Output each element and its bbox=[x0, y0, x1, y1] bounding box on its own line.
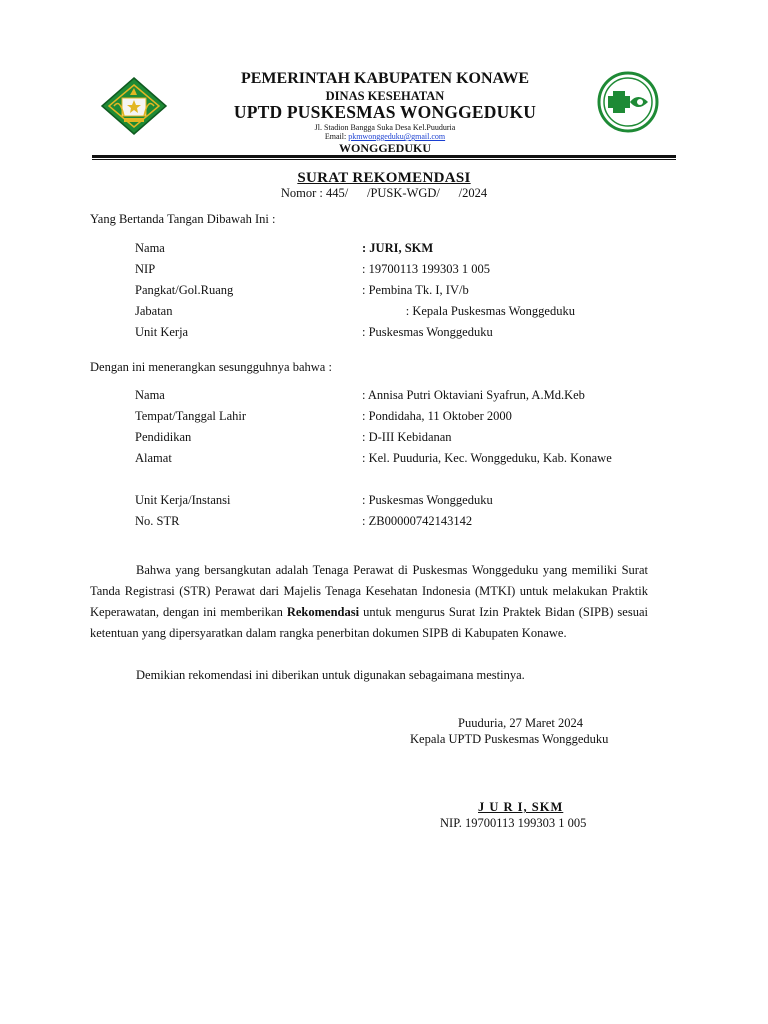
field-value: : Pembina Tk. I, IV/b bbox=[362, 283, 469, 297]
letterhead-rule bbox=[92, 155, 676, 158]
email-label: Email: bbox=[324, 132, 349, 141]
field-value: : D-III Kebidanan bbox=[362, 430, 452, 444]
letterhead-email-line bbox=[190, 132, 580, 141]
field-label: Unit Kerja bbox=[135, 325, 189, 339]
field-label: Pendidikan bbox=[135, 430, 192, 444]
field-label: Nama bbox=[135, 241, 165, 255]
field-row bbox=[0, 493, 768, 511]
field-label: Nama bbox=[135, 388, 165, 402]
field-row bbox=[0, 262, 768, 280]
field-row bbox=[0, 304, 768, 322]
signature-name: J U R I, SKM bbox=[478, 800, 564, 814]
field-value: : Pondidaha, 11 Oktober 2000 bbox=[362, 409, 512, 423]
field-value: : Annisa Putri Oktaviani Syafrun, A.Md.Keb bbox=[362, 388, 585, 402]
field-value: : JURI, SKM bbox=[362, 241, 434, 255]
field-value: : Puskesmas Wonggeduku bbox=[362, 493, 493, 507]
field-label: Pangkat/Gol.Ruang bbox=[135, 283, 234, 297]
signature-role: Kepala UPTD Puskesmas Wonggeduku bbox=[410, 732, 609, 746]
field-label: NIP bbox=[135, 262, 156, 276]
body-bold: Rekomendasi bbox=[286, 605, 360, 619]
field-row bbox=[0, 241, 768, 259]
signature-place-date: Puuduria, 27 Maret 2024 bbox=[458, 716, 583, 730]
field-row bbox=[0, 283, 768, 301]
field-value: : ZB00000742143142 bbox=[362, 514, 473, 528]
field-value: : 19700113 199303 1 005 bbox=[362, 262, 491, 276]
document-number: Nomor : 445/ /PUSK-WGD/ /2024 bbox=[280, 186, 488, 200]
email-link[interactable]: pkmwonggeduku@gmail.com bbox=[348, 132, 446, 141]
document-title: SURAT REKOMENDASI bbox=[297, 170, 471, 186]
letterhead-district: WONGGEDUKU bbox=[338, 141, 431, 155]
signer-intro: Yang Bertanda Tangan Dibawah Ini : bbox=[90, 212, 276, 226]
field-row bbox=[0, 451, 768, 469]
field-value: : Kepala Puskesmas Wonggeduku bbox=[362, 304, 575, 318]
subject-intro: Dengan ini menerangkan sesungguhnya bahwa : bbox=[90, 360, 332, 374]
signature-nip: NIP. 19700113 199303 1 005 bbox=[440, 816, 587, 830]
body-part1: Bahwa yang bersangkutan adalah Tenaga Perawat di Puskesmas Wonggeduku yang memiliki Surat Tanda Registrasi (STR) Perawat dari Majelis Tenaga Kesehatan Indonesia (MTKI) untuk melakukan Praktik Keperawatan, dengan ini memberikan bbox=[90, 563, 648, 619]
letterhead-rule-thin bbox=[92, 159, 676, 160]
letterhead-government: PEMERINTAH KABUPATEN KONAWE bbox=[240, 70, 529, 87]
letterhead-agency: DINAS KESEHATAN bbox=[325, 89, 445, 103]
field-value: : Kel. Puuduria, Kec. Wonggeduku, Kab. Konawe bbox=[362, 451, 612, 465]
field-row bbox=[0, 430, 768, 448]
field-label: Jabatan bbox=[135, 304, 173, 318]
field-row bbox=[0, 388, 768, 406]
closing-sentence: Demikian rekomendasi ini diberikan untuk digunakan sebagaimana mestinya. bbox=[136, 668, 525, 682]
field-row bbox=[0, 514, 768, 532]
field-label: Tempat/Tanggal Lahir bbox=[135, 409, 247, 423]
field-row bbox=[0, 325, 768, 343]
puskesmas-emblem-icon bbox=[596, 70, 660, 134]
field-label: Alamat bbox=[135, 451, 172, 465]
letterhead-address: Jl. Stadion Bangga Suka Desa Kel.Puuduria bbox=[314, 123, 456, 132]
konawe-regency-emblem-icon bbox=[100, 76, 168, 136]
body-paragraph bbox=[90, 560, 648, 644]
letterhead-institution: UPTD PUSKESMAS WONGGEDUKU bbox=[233, 102, 537, 122]
field-label: Unit Kerja/Instansi bbox=[135, 493, 231, 507]
body-part2: untuk mengurus Surat Izin Praktek Bidan (SIPB) sesuai ketentuan yang dipersyaratkan dalam rangka penerbitan dokumen SIPB di Kabupaten Konawe. bbox=[90, 605, 648, 640]
field-value: : Puskesmas Wonggeduku bbox=[362, 325, 493, 339]
field-row bbox=[0, 409, 768, 427]
field-label: No. STR bbox=[135, 514, 180, 528]
